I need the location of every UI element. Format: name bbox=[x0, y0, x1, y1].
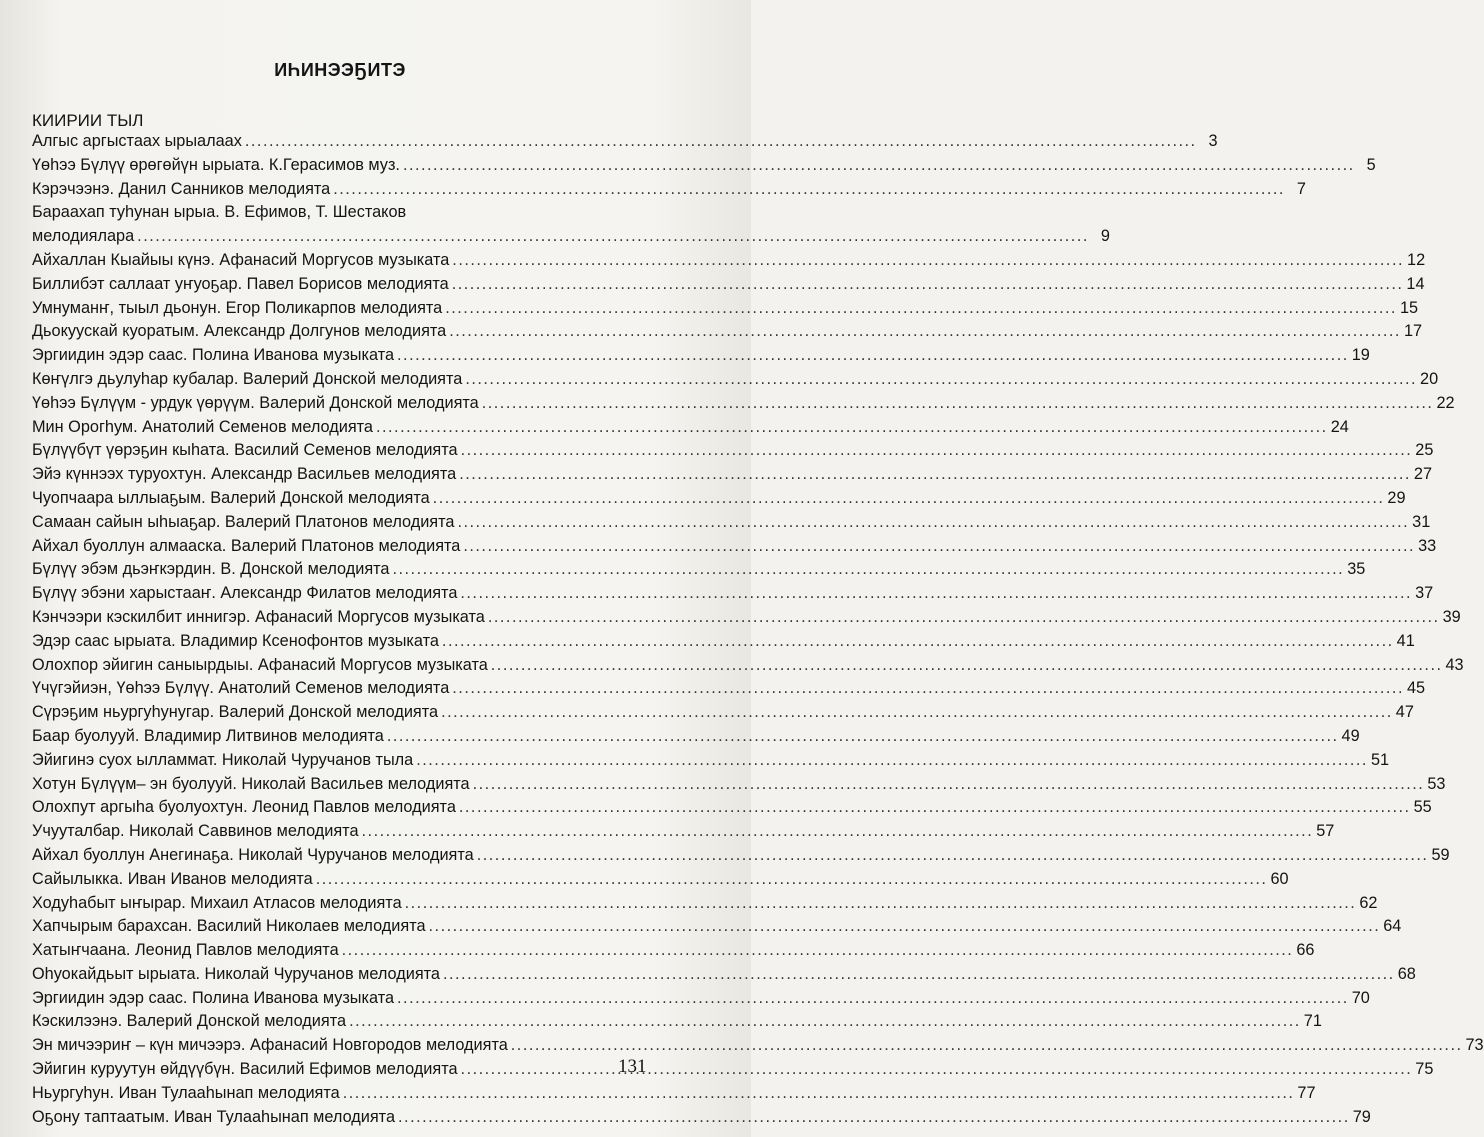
toc-entry-title: Хатыҥчаана. Леонид Павлов мелодията bbox=[32, 941, 339, 960]
toc-entry-page: 64 bbox=[1383, 917, 1402, 936]
toc-entry-title: Хапчырым барахсан. Василий Николаев мелодията bbox=[32, 917, 426, 936]
dot-leader bbox=[452, 249, 1404, 273]
dot-leader bbox=[137, 225, 1089, 249]
toc-entry-title: Кэрэчээнэ. Данил Санников мелодията bbox=[32, 179, 331, 198]
toc-entry-page: 66 bbox=[1296, 941, 1315, 960]
dot-leader bbox=[445, 297, 1397, 321]
toc-entry-page: 55 bbox=[1413, 798, 1432, 817]
dot-leader bbox=[473, 773, 1425, 797]
toc-entry-title: Чуопчаара ыллыаҕым. Валерий Донской мелодията bbox=[32, 488, 430, 507]
dot-leader bbox=[463, 535, 1415, 559]
dot-leader bbox=[403, 154, 1355, 178]
dot-leader bbox=[316, 868, 1268, 892]
toc-entry bbox=[32, 749, 1390, 773]
toc-entry-page: 39 bbox=[1442, 607, 1461, 626]
toc-entry-page: 41 bbox=[1396, 631, 1415, 650]
toc-entry-title: Самаан сайын ыһыаҕар. Валерий Платонов мелодията bbox=[32, 512, 455, 531]
toc-entry-title: Баар буолууй. Владимир Литвинов мелодията bbox=[32, 726, 384, 745]
toc-entry-title: Айхал буоллун алмааска. Валерий Платонов мелодията bbox=[32, 536, 461, 555]
toc-entry bbox=[32, 273, 1425, 297]
toc-entry bbox=[32, 1034, 1484, 1058]
dot-leader bbox=[511, 1034, 1463, 1058]
toc-entry-title: Айхал буоллун Анегинаҕа. Николай Чуручанов мелодията bbox=[32, 845, 474, 864]
toc-entry bbox=[32, 511, 1431, 535]
toc-entry-page: 79 bbox=[1352, 1107, 1371, 1126]
dot-leader bbox=[392, 558, 1344, 582]
dot-leader bbox=[461, 1058, 1413, 1082]
toc-entry bbox=[32, 487, 1406, 511]
toc-entry-title: Үчүгэйиэн, Үөһээ Бүлүү. Анатолий Семенов мелодията bbox=[32, 679, 450, 698]
toc-entry-page: 57 bbox=[1316, 822, 1335, 841]
dot-leader bbox=[245, 130, 1197, 154]
toc-entry-page: 29 bbox=[1387, 488, 1406, 507]
toc-entry-title: Биллибэт саллаат уҥуоҕар. Павел Борисов мелодията bbox=[32, 274, 449, 293]
dot-leader bbox=[457, 511, 1409, 535]
toc-entry-page: 12 bbox=[1407, 250, 1426, 269]
toc-entry bbox=[32, 392, 1455, 416]
page-number: 131 bbox=[618, 1056, 647, 1077]
dot-leader bbox=[342, 939, 1294, 963]
toc-entry-page: 9 bbox=[1100, 227, 1110, 246]
toc-entry-page: 25 bbox=[1415, 441, 1434, 460]
dot-leader bbox=[459, 463, 1411, 487]
toc-entry bbox=[32, 630, 1415, 654]
toc-entry-title: Дьокуускай куоратым. Александр Долгунов мелодията bbox=[32, 322, 447, 341]
toc-entry-page: 49 bbox=[1341, 726, 1360, 745]
toc-entry-title: Оһуокайдьыт ырыата. Николай Чуручанов мелодията bbox=[32, 964, 440, 983]
toc-entry bbox=[32, 558, 1366, 582]
toc-entry-title: Олохпор эйигин саныырдыы. Афанасий Моргусов музыката bbox=[32, 655, 488, 674]
toc-entry bbox=[32, 892, 1378, 916]
toc-entry bbox=[32, 1106, 1371, 1130]
toc-entry bbox=[32, 725, 1360, 749]
toc-entry bbox=[32, 368, 1439, 392]
toc-entry bbox=[32, 677, 1426, 701]
dot-leader bbox=[349, 1010, 1301, 1034]
toc-entry-continuation bbox=[32, 225, 1110, 249]
toc-entry-title: Үөһээ Бүлүү өрөгөйүн ырыата. К.Герасимов муз. bbox=[32, 155, 400, 174]
toc-entry-page: 17 bbox=[1403, 322, 1423, 341]
toc-entry-page: 68 bbox=[1397, 964, 1416, 983]
toc-entry bbox=[32, 1082, 1316, 1106]
toc-entry bbox=[32, 320, 1423, 344]
toc-entry-title: Кэскилээнэ. Валерий Донской мелодията bbox=[32, 1012, 347, 1031]
toc-entry-title: Бүлүү эбэни харыстааҥ. Александр Филатов мелодията bbox=[32, 584, 458, 603]
toc-entry bbox=[32, 463, 1433, 487]
toc-entry-page: 19 bbox=[1351, 346, 1370, 365]
toc-entry-title: Ходуһабыт ыҥырар. Михаил Атласов мелодията bbox=[32, 893, 402, 912]
toc-entry-title: Эйигинэ суох ылламмат. Николай Чуручанов тыла bbox=[32, 750, 414, 769]
toc-entry-page: 35 bbox=[1347, 560, 1366, 579]
toc-entry bbox=[32, 130, 1218, 154]
dot-leader bbox=[387, 725, 1339, 749]
toc-entry-title: Көҥүлгэ дьулуһар кубалар. Валерий Донской мелодията bbox=[32, 369, 463, 388]
dot-leader bbox=[397, 987, 1349, 1011]
table-of-contents bbox=[32, 130, 1484, 1129]
dot-leader bbox=[461, 439, 1413, 463]
dot-leader bbox=[416, 749, 1368, 773]
toc-entry-title: Бүлүү эбэм дьэҥкэрдин. В. Донской мелодията bbox=[32, 560, 390, 579]
toc-entry-title: Олохпут аргыһа буолуохтун. Леонид Павлов мелодията bbox=[32, 798, 456, 817]
toc-entry bbox=[32, 344, 1370, 368]
toc-entry-page: 20 bbox=[1420, 369, 1439, 388]
toc-entry-title: Оҕону таптаатым. Иван Тулааһынап мелодията bbox=[32, 1107, 396, 1126]
toc-entry-page: 27 bbox=[1413, 465, 1433, 484]
toc-entry-title: Эйэ күннээх туруохтун. Александр Васильев мелодията bbox=[32, 465, 457, 484]
toc-entry bbox=[32, 416, 1349, 440]
toc-entry-title: Учууталбар. Николай Саввинов мелодията bbox=[32, 822, 359, 841]
toc-entry-page: 60 bbox=[1270, 869, 1289, 888]
toc-entry bbox=[32, 796, 1432, 820]
toc-entry-page: 22 bbox=[1436, 393, 1455, 412]
dot-leader bbox=[460, 582, 1412, 606]
dot-leader bbox=[433, 487, 1385, 511]
toc-entry bbox=[32, 654, 1464, 678]
dot-leader bbox=[398, 1106, 1350, 1130]
toc-entry bbox=[32, 987, 1370, 1011]
toc-entry-page: 73 bbox=[1465, 1036, 1484, 1055]
dot-leader bbox=[449, 320, 1401, 344]
toc-entry-title: Умнуманҥ, тыыл дьонун. Егор Поликарпов мелодията bbox=[32, 298, 443, 317]
toc-entry bbox=[32, 178, 1306, 202]
toc-entry-title: Кэнчээри кэскилбит иннигэр. Афанасий Моргусов музыката bbox=[32, 607, 485, 626]
toc-entry-title: Үөһээ Бүлүүм - урдук үөрүүм. Валерий Донской мелодията bbox=[32, 393, 479, 412]
toc-entry-page: 75 bbox=[1415, 1060, 1434, 1079]
dot-leader bbox=[343, 1082, 1295, 1106]
dot-leader bbox=[482, 392, 1434, 416]
toc-entry-title: Хотун Бүлүүм– эн буолууй. Николай Васильев мелодията bbox=[32, 774, 470, 793]
toc-entry-title: Эн мичээриҥ – күн мичээрэ. Афанасий Новгородов мелодията bbox=[32, 1036, 508, 1055]
toc-entry bbox=[32, 249, 1426, 273]
toc-entry-page: 5 bbox=[1366, 155, 1376, 174]
toc-entry bbox=[32, 582, 1434, 606]
toc-entry-page: 3 bbox=[1208, 132, 1218, 150]
toc-entry bbox=[32, 963, 1416, 987]
toc-entry-page: 33 bbox=[1418, 536, 1437, 555]
toc-entry-title-cont: мелодиялара bbox=[32, 227, 135, 246]
toc-entry bbox=[32, 939, 1315, 963]
dot-leader bbox=[491, 654, 1443, 678]
page-title: ИҺИНЭЭҔИТЭ bbox=[274, 60, 406, 80]
toc-entry bbox=[32, 297, 1419, 321]
toc-entry bbox=[32, 773, 1446, 797]
dot-leader bbox=[405, 892, 1357, 916]
toc-entry-title: Эдэр саас ырыата. Владимир Ксенофонтов музыката bbox=[32, 631, 439, 650]
toc-entry-page: 71 bbox=[1303, 1012, 1322, 1031]
dot-leader bbox=[488, 606, 1440, 630]
section-heading: КИИРИИ ТЫЛ bbox=[32, 111, 144, 130]
dot-leader bbox=[397, 344, 1349, 368]
toc-entry-title: Эргиидин эдэр саас. Полина Иванова музыката bbox=[32, 346, 395, 365]
toc-entry-page: 51 bbox=[1370, 750, 1390, 769]
toc-entry-page: 7 bbox=[1296, 179, 1306, 198]
toc-entry-page: 24 bbox=[1330, 417, 1349, 436]
toc-entry-title: Бараахап туһунан ырыа. В. Ефимов, Т. Шестаков bbox=[32, 203, 407, 222]
toc-entry bbox=[32, 535, 1437, 559]
toc-entry-page: 59 bbox=[1431, 845, 1450, 864]
toc-entry-title: Бүлүүбүт үөрэҕин кыһата. Василий Семенов мелодията bbox=[32, 441, 458, 460]
toc-entry-title: Айхаллан Кыайыы күнэ. Афанасий Моргусов музыката bbox=[32, 250, 450, 269]
toc-entry-page: 77 bbox=[1297, 1083, 1316, 1102]
dot-leader bbox=[333, 178, 1285, 202]
toc-entry-title: Сайылыкка. Иван Иванов мелодията bbox=[32, 869, 313, 888]
dot-leader bbox=[452, 677, 1404, 701]
toc-entry-page: 15 bbox=[1399, 298, 1419, 317]
toc-entry-page: 70 bbox=[1351, 988, 1370, 1007]
toc-entry-title: Ньургуһун. Иван Тулааһынап мелодията bbox=[32, 1083, 340, 1102]
toc-entry-page: 45 bbox=[1406, 679, 1426, 698]
toc-entry-page: 62 bbox=[1359, 893, 1378, 912]
toc-entry bbox=[32, 915, 1402, 939]
dot-leader bbox=[441, 701, 1393, 725]
toc-entry bbox=[32, 868, 1289, 892]
toc-entry-page: 53 bbox=[1427, 774, 1446, 793]
toc-entry-page: 31 bbox=[1412, 512, 1431, 531]
toc-entry-title: Эргиидин эдэр саас. Полина Иванова музыката bbox=[32, 988, 395, 1007]
dot-leader bbox=[459, 796, 1411, 820]
toc-entry bbox=[32, 154, 1376, 178]
toc-entry bbox=[32, 606, 1461, 630]
toc-entry bbox=[32, 844, 1450, 868]
toc-entry-page: 43 bbox=[1445, 655, 1464, 674]
dot-leader bbox=[442, 630, 1394, 654]
dot-leader bbox=[443, 963, 1395, 987]
toc-entry-page: 37 bbox=[1415, 584, 1434, 603]
dot-leader bbox=[477, 844, 1429, 868]
toc-entry-page: 47 bbox=[1395, 703, 1414, 722]
dot-leader bbox=[465, 368, 1417, 392]
dot-leader bbox=[452, 273, 1404, 297]
toc-entry-title: Сүрэҕим ньургуһунугар. Валерий Донской мелодията bbox=[32, 703, 439, 722]
dot-leader bbox=[362, 820, 1314, 844]
toc-entry bbox=[32, 1010, 1322, 1034]
toc-entry bbox=[32, 201, 1110, 249]
toc-entry-page: 14 bbox=[1406, 274, 1425, 293]
toc-entry-title: Эйигин куруутун өйдүүбүн. Василий Ефимов мелодията bbox=[32, 1060, 458, 1079]
toc-entry-title: Алгыс аргыстаах ырыалаах bbox=[32, 132, 242, 150]
toc-entry bbox=[32, 820, 1335, 844]
dot-leader bbox=[376, 416, 1328, 440]
dot-leader bbox=[429, 915, 1381, 939]
toc-entry bbox=[32, 1058, 1434, 1082]
toc-entry-title: Мин Орогһум. Анатолий Семенов мелодията bbox=[32, 417, 373, 436]
toc-entry bbox=[32, 701, 1414, 725]
toc-entry bbox=[32, 439, 1434, 463]
